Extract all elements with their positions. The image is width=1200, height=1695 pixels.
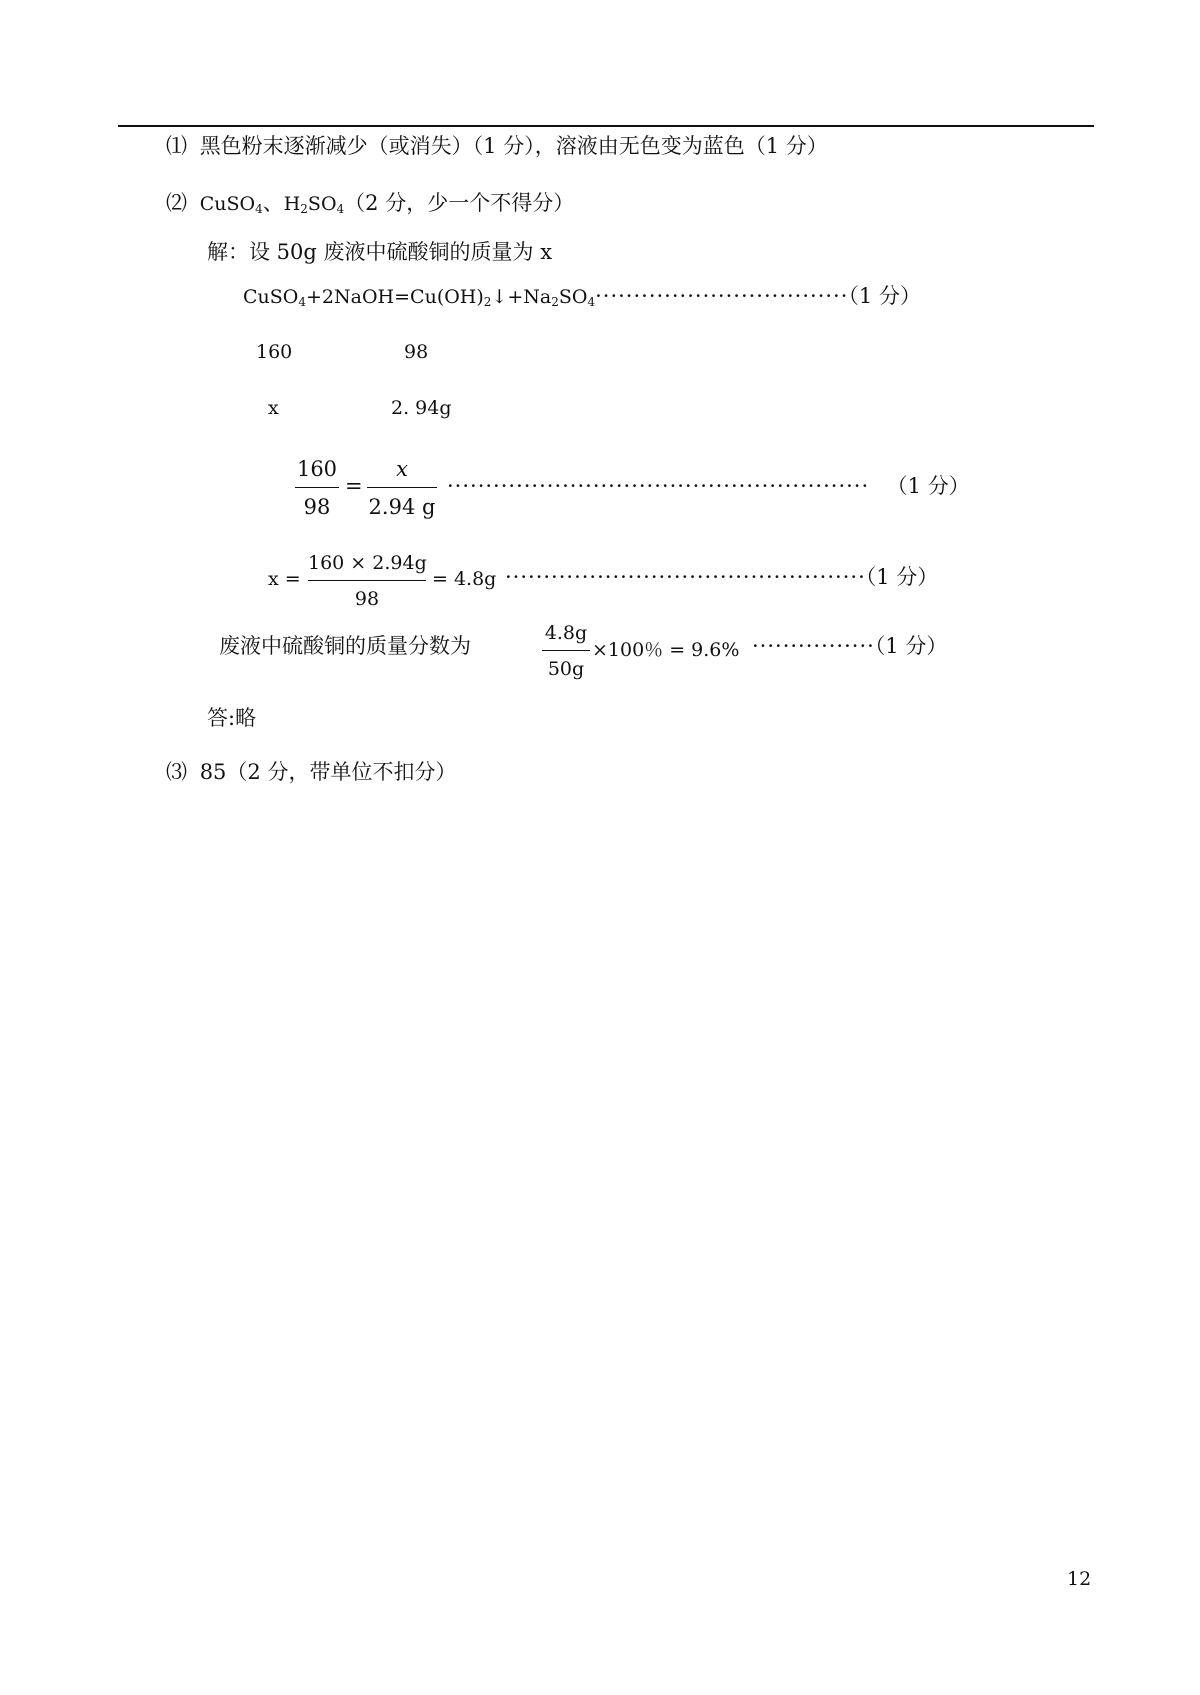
solve-fraction: 160 × 2.94g 98 (308, 552, 427, 610)
page-number: 12 (1067, 1568, 1092, 1590)
percent-score: （1 分） (874, 634, 948, 658)
percent-dots-line: ················（1 分） (752, 634, 948, 658)
solve-score: （1 分） (865, 565, 939, 589)
ratio-row1-right: 98 (404, 341, 429, 363)
solution-intro: 解：设 50g 废液中硫酸铜的质量为 x (207, 240, 553, 264)
solve-dots-line: ···············································（1 分） (505, 565, 939, 589)
solve-lhs: x = (268, 568, 301, 590)
proportion-dots-line: ······················································· （1 分） (447, 474, 970, 498)
answer-line: 答:略 (207, 706, 257, 730)
equation-dots: ································· (595, 284, 849, 308)
q1-text: 黑色粉末逐渐减少（或消失）（1 分），溶液由无色变为蓝色（1 分） (199, 134, 828, 158)
q2-answer-b: $H_2SO_4$ (283, 193, 345, 216)
q3-marker: ⑶ (166, 760, 187, 784)
q2-sep: 、 (262, 191, 284, 215)
proportion-fraction-left: 160 98 (296, 457, 338, 519)
q1-marker: ⑴ (166, 134, 187, 158)
equation-score: （1 分） (848, 284, 921, 308)
percent-fraction: 4.8g 50g (542, 619, 590, 683)
header-rule (118, 125, 1094, 127)
percent-label: 废液中硫酸铜的质量分数为 (219, 634, 471, 658)
ratio-row2-left: x (268, 397, 279, 419)
q2-line (166, 189, 574, 223)
q2-marker: ⑵ (166, 191, 187, 215)
ratio-row1-left: 160 (256, 341, 293, 363)
q3-line (166, 758, 456, 786)
q3-text: 85（2 分，带单位不扣分） (199, 760, 457, 784)
percent-tail: ×100％ = 9.6% (592, 639, 740, 661)
q2-answer-a: CuSO$_4$ (199, 193, 263, 216)
q2-note: （2 分，少一个不得分） (344, 191, 575, 215)
q1-line (166, 132, 828, 160)
chemical-equation: $CuSO_4+2NaOH=Cu(OH)_2↓+Na_2SO_4\cdot\cdot\cdot\cdot\cdot\cdot\cdot\cdot\cdot\cdot\cdot\cdot\cdot\cdot\cdot\cdot\cdot\cdot\cdot\cdot\cdot\cdot\cdot\cdot\cdot\cdot\cdot\cdot\cdot\cdot\cdot\cdot\cdot(1$ 分） (243, 284, 921, 309)
proportion-score: （1 分） (897, 474, 970, 498)
solve-result: = 4.8g (432, 568, 497, 590)
proportion-equals: = (345, 474, 363, 498)
ratio-row2-right: 2. 94g (391, 397, 452, 419)
proportion-fraction-right: x 2.94 g (368, 457, 436, 519)
